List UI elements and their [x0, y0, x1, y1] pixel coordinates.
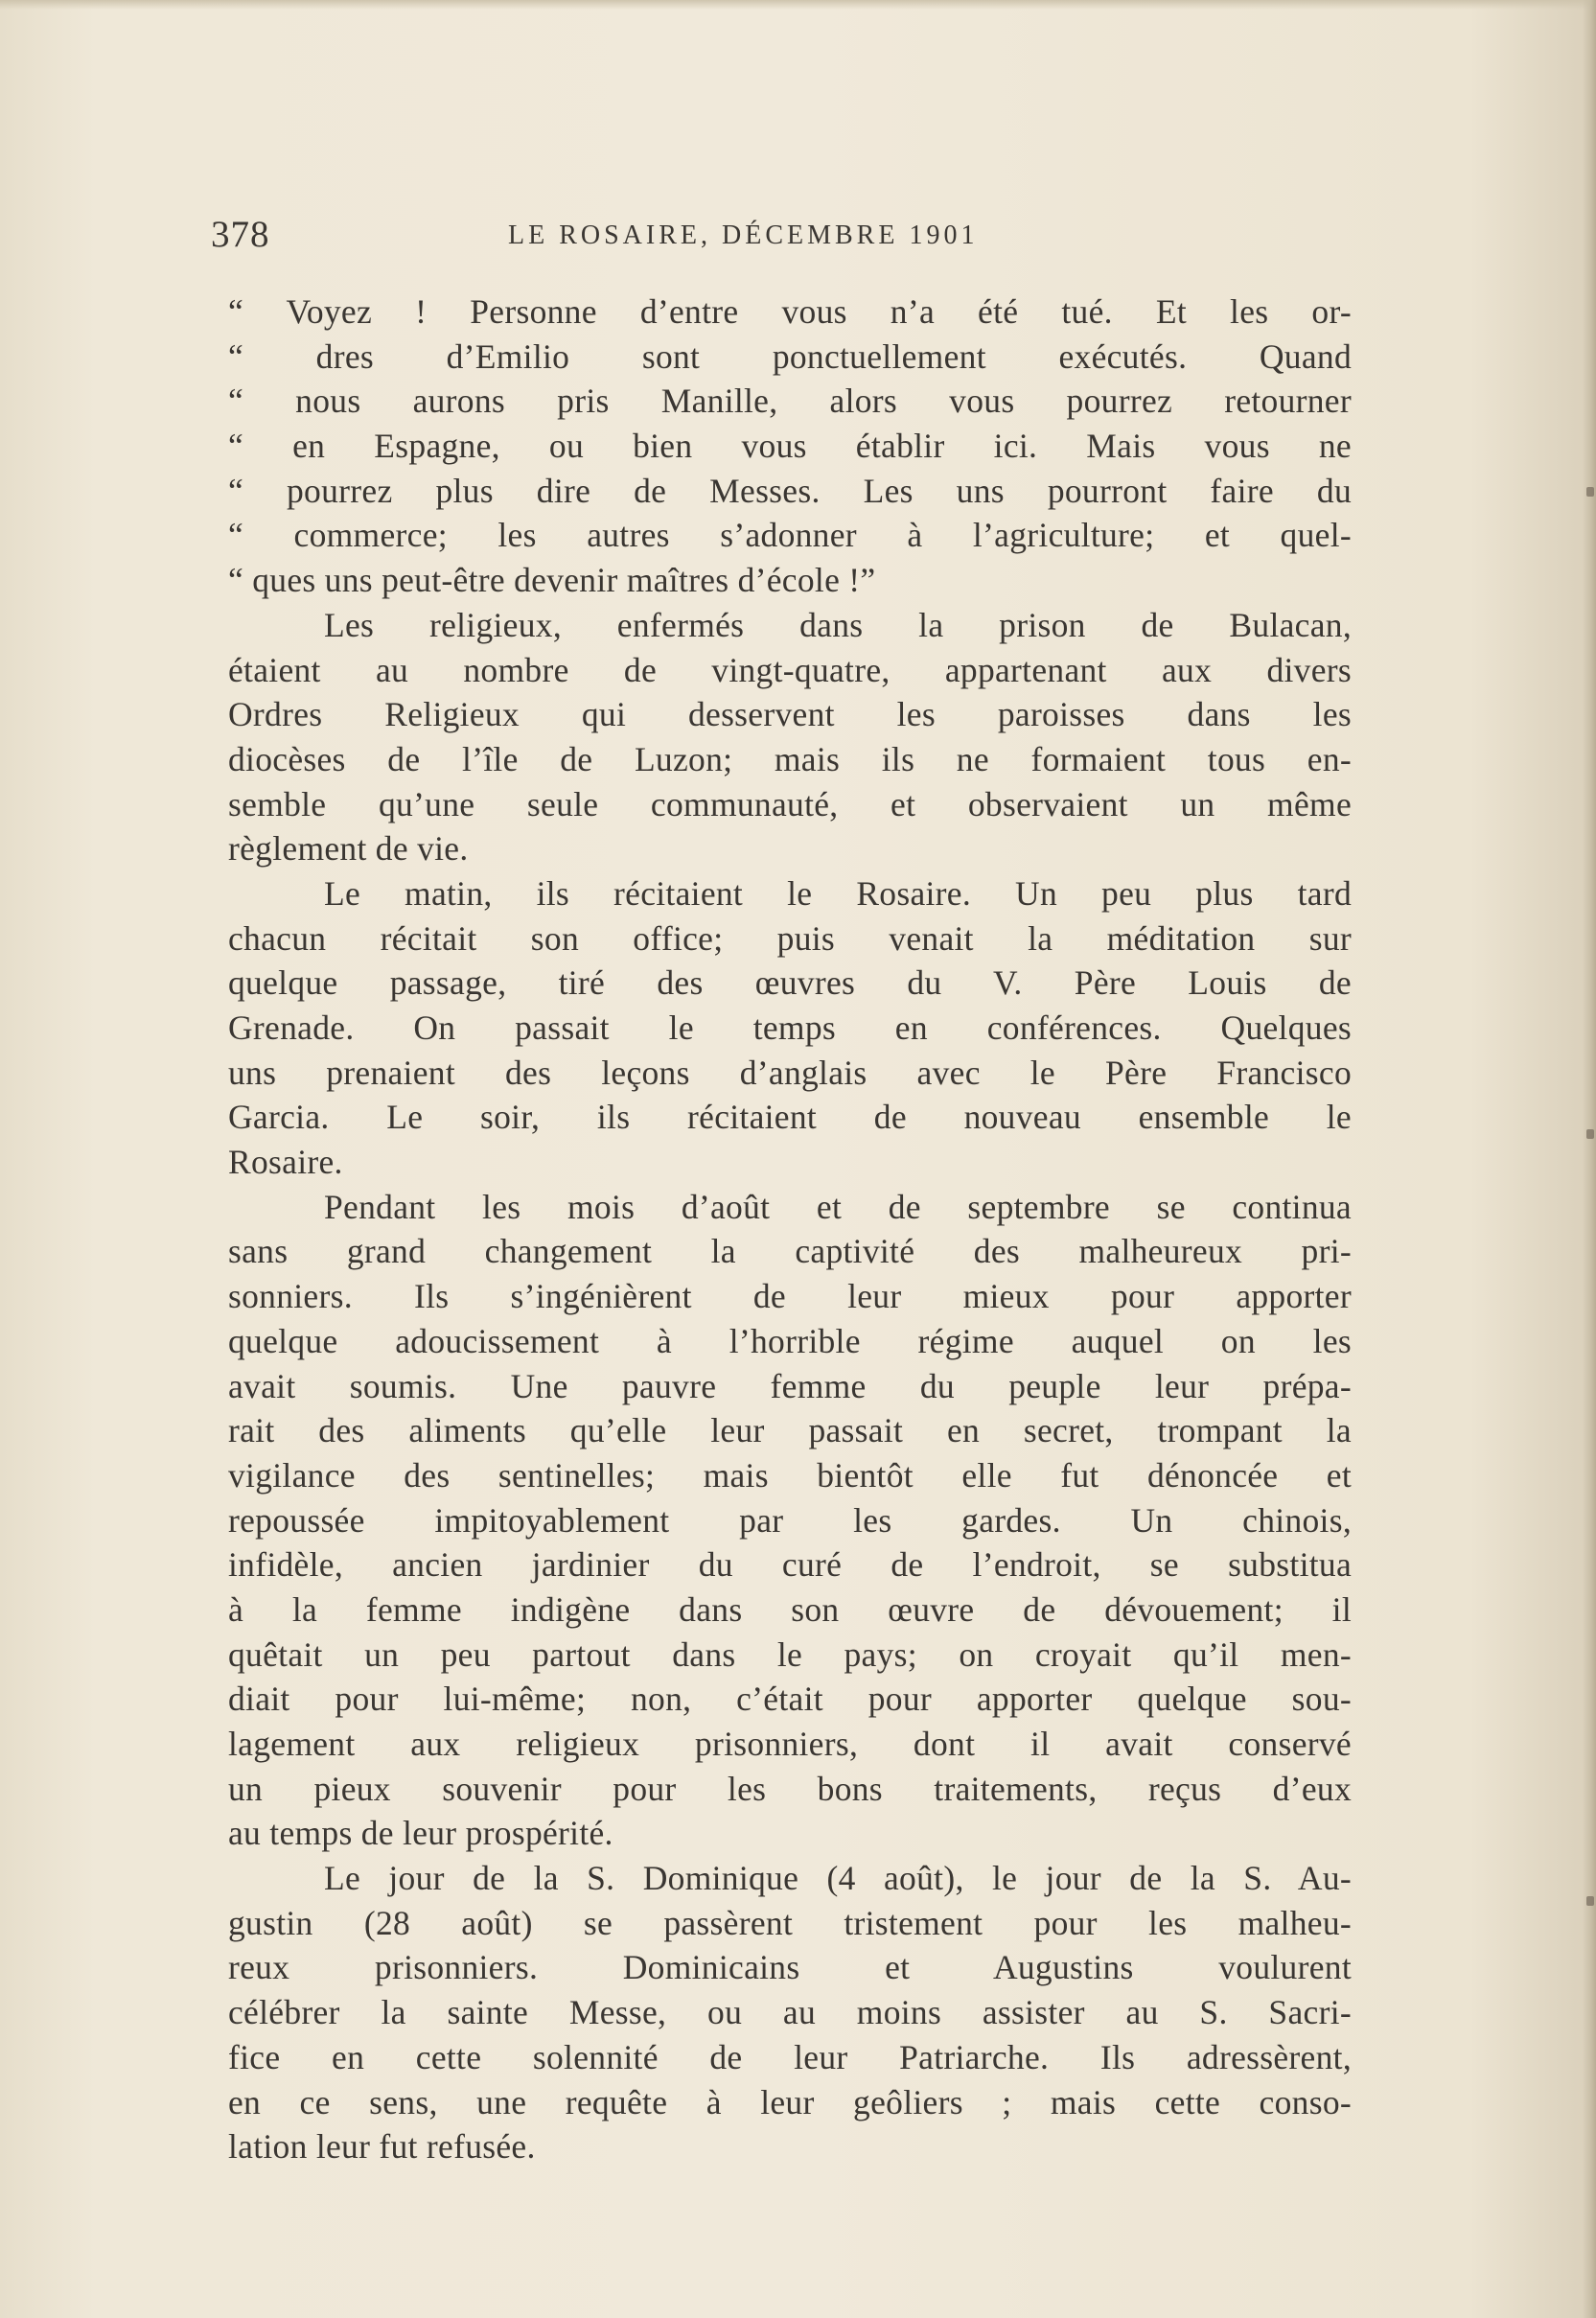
text-line: Le jour de la S. Dominique (4 août), le jour de la S. Au- [324, 1859, 1352, 1898]
text-line: sonniers. Ils s’ingénièrent de leur mieux pour apporter [228, 1277, 1352, 1316]
text-line: repoussée impitoyablement par les gardes. Un chinois, [228, 1500, 1352, 1540]
text-line: à la femme indigène dans son œuvre de dévouement; il [228, 1589, 1352, 1629]
paragraph [228, 871, 1352, 1185]
text-line: Les religieux, enfermés dans la prison de Bulacan, [324, 605, 1352, 644]
text-line: “ dres d’Emilio sont ponctuellement exécutés. Quand [228, 336, 1352, 376]
text-line: Garcia. Le soir, ils récitaient de nouveau ensemble le [228, 1098, 1352, 1137]
text-line: “ commerce; les autres s’adonner à l’agriculture; et quel- [228, 516, 1352, 555]
text-line: fice en cette solennité de leur Patriarche. Ils adressèrent, [228, 2037, 1352, 2076]
edge-mark [1586, 1896, 1594, 1906]
text-line: Pendant les mois d’août et de septembre se continua [324, 1187, 1352, 1226]
text-line: “ en Espagne, ou bien vous établir ici. Mais vous ne [228, 427, 1352, 466]
text-line: Rosaire. [228, 1143, 343, 1182]
text-line: reux prisonniers. Dominicains et Augustins voulurent [228, 1948, 1352, 1987]
text-line: semble qu’une seule communauté, et observaient un même [228, 784, 1352, 823]
page-right-edge [1583, 0, 1596, 2318]
text-line: quelque adoucissement à l’horrible régime auquel on les [228, 1321, 1352, 1360]
text-line: infidèle, ancien jardinier du curé de l’endroit, se substitua [228, 1545, 1352, 1585]
text-line: “ nous aurons pris Manille, alors vous pourrez retourner [228, 382, 1352, 421]
text-line: sans grand changement la captivité des malheureux pri- [228, 1232, 1352, 1271]
text-line: au temps de leur prospérité. [228, 1814, 613, 1853]
running-title: LE ROSAIRE, DÉCEMBRE 1901 [508, 220, 979, 250]
text-line: quêtait un peu partout dans le pays; on croyait qu’il men- [228, 1634, 1352, 1674]
page-header [211, 213, 1332, 261]
paragraph [228, 1856, 1352, 2169]
text-line: Le matin, ils récitaient le Rosaire. Un peu plus tard [324, 873, 1352, 913]
text-line: gustin (28 août) se passèrent tristement pour les malheu- [228, 1903, 1352, 1942]
text-line: célébrer la sainte Messe, ou au moins assister au S. Sacri- [228, 1993, 1352, 2032]
body-text [228, 290, 1352, 2169]
text-line: lation leur fut refusée. [228, 2127, 536, 2167]
text-line: “ pourrez plus dire de Messes. Les uns pourront faire du [228, 471, 1352, 510]
paragraph [228, 290, 1352, 603]
text-line: Ordres Religieux qui desservent les paroisses dans les [228, 695, 1352, 734]
page-top-edge [0, 0, 1596, 10]
text-line: uns prenaient des leçons d’anglais avec le Père Francisco [228, 1053, 1352, 1092]
text-line: règlement de vie. [228, 829, 469, 869]
text-line: étaient au nombre de vingt-quatre, appartenant aux divers [228, 650, 1352, 689]
paragraph [228, 1185, 1352, 1856]
text-line: “ Voyez ! Personne d’entre vous n’a été tué. Et les or- [228, 292, 1352, 331]
text-line: lagement aux religieux prisonniers, dont il avait conservé [228, 1725, 1352, 1763]
text-line: diocèses de l’île de Luzon; mais ils ne formaient tous en- [228, 739, 1352, 778]
text-line: avait soumis. Une pauvre femme du peuple leur prépa- [228, 1366, 1352, 1405]
page-number: 378 [211, 214, 270, 255]
text-line: “ ques uns peut-être devenir maîtres d’école !” [228, 561, 876, 600]
text-line: rait des aliments qu’elle leur passait en secret, trompant la [228, 1411, 1352, 1450]
edge-mark [1586, 487, 1594, 497]
text-line: vigilance des sentinelles; mais bientôt elle fut dénoncée et [228, 1455, 1352, 1495]
text-line: en ce sens, une requête à leur geôliers ; mais cette conso- [228, 2082, 1352, 2121]
edge-mark [1586, 1129, 1594, 1139]
text-line: un pieux souvenir pour les bons traitements, reçus d’eux [228, 1769, 1352, 1808]
text-line: quelque passage, tiré des œuvres du V. Père Louis de [228, 963, 1352, 1003]
text-line: chacun récitait son office; puis venait la méditation sur [228, 918, 1352, 958]
paragraph [228, 603, 1352, 871]
text-line: diait pour lui-même; non, c’était pour apporter quelque sou- [228, 1680, 1352, 1719]
text-line: Grenade. On passait le temps en conférences. Quelques [228, 1008, 1352, 1047]
